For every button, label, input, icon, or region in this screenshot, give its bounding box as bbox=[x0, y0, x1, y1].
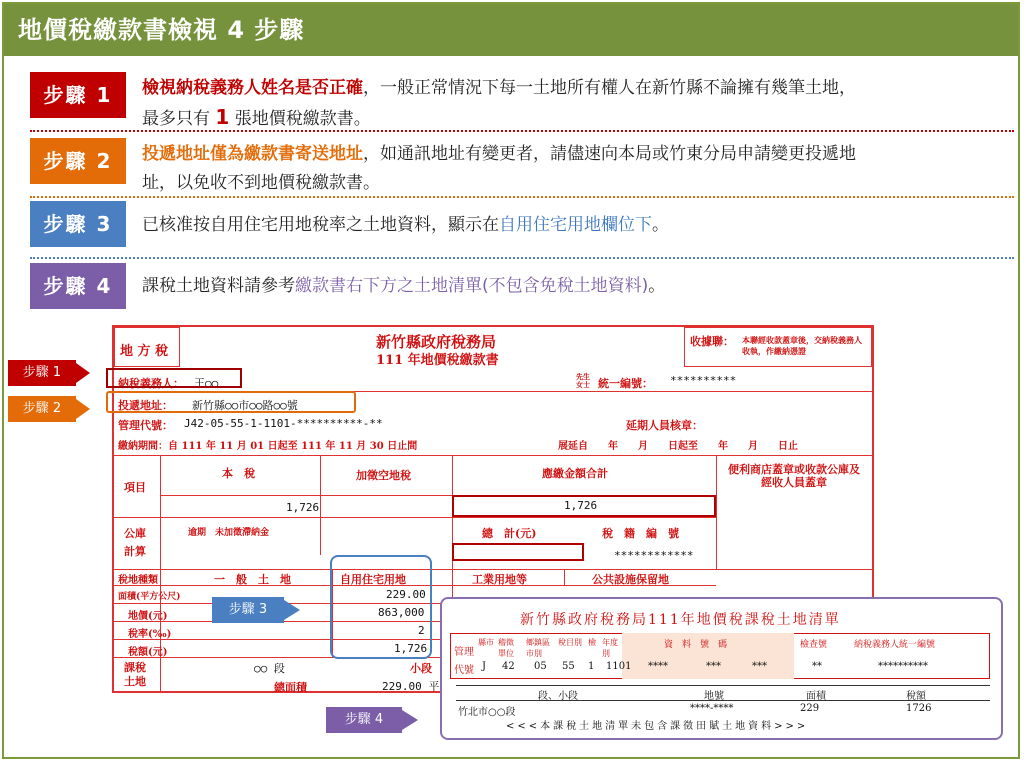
list-d2: *** bbox=[706, 661, 721, 672]
list-h-office: 稽徵單位 bbox=[498, 638, 514, 658]
list-col-area: 面積 bbox=[806, 691, 826, 702]
step-3-arrow-icon bbox=[284, 600, 300, 620]
taxpayer-label: 納稅義務人： bbox=[118, 377, 184, 390]
rate-value: 2 bbox=[418, 624, 425, 637]
mgmt-value: J42-05-55-1-1101-**********-** bbox=[184, 417, 383, 430]
total-area-label: 總面積 bbox=[274, 681, 307, 694]
step-4-highlight: 繳款書右下方之土地清單(不包含免稅土地資料) bbox=[295, 276, 649, 296]
value-value: 863,000 bbox=[378, 606, 425, 619]
section-value: ○○ 段 bbox=[254, 662, 285, 675]
list-footer: <<<本課稅土地清單未包含課徵田賦土地資料>>> bbox=[506, 721, 809, 732]
step-2-highlight: 投遞地址僅為繳款書寄送地址 bbox=[142, 144, 363, 164]
list-id: ********** bbox=[878, 661, 928, 672]
total-highlight-box bbox=[452, 495, 716, 517]
step-1-badge: 步驟 1 bbox=[30, 72, 126, 118]
step-4-text bbox=[142, 272, 1002, 301]
sum-label: 總 計(元) bbox=[482, 527, 537, 540]
step-3-badge: 步驟 3 bbox=[30, 201, 126, 247]
list-town: 05 bbox=[534, 661, 547, 672]
step-1-text-d: 地價稅繳款書。 bbox=[251, 109, 371, 129]
amount-value: 1,726 bbox=[394, 642, 428, 655]
land-tax-label: 地 方 稅 bbox=[120, 344, 169, 359]
honorific: 先生女士 bbox=[576, 372, 590, 389]
separator-3 bbox=[30, 257, 1014, 259]
step-4-text-b: 。 bbox=[648, 276, 666, 296]
step-1-text bbox=[142, 74, 1002, 134]
step-1-text-b: 最多只有 bbox=[142, 109, 216, 129]
step-2-text bbox=[142, 140, 1002, 198]
address-value: 新竹縣○○市○○路○○號 bbox=[192, 399, 298, 412]
list-row-section: 竹北市○○段 bbox=[458, 707, 516, 718]
list-row-tax: 1726 bbox=[906, 703, 932, 714]
step-4-badge: 步驟 4 bbox=[30, 263, 126, 309]
agency-name: 新竹縣政府稅務局 bbox=[376, 333, 497, 351]
extension-label: 延期人員核章： bbox=[626, 419, 703, 432]
amount-label: 稅額(元) bbox=[128, 647, 168, 658]
general-land-label: 一 般 土 地 bbox=[214, 573, 291, 586]
extended-period: 展延自 年 月 日起至 年 月 日止 bbox=[558, 441, 798, 452]
value-label: 地價(元) bbox=[128, 611, 168, 622]
vacant-label: 加徵空地稅 bbox=[356, 469, 411, 482]
rate-label: 稅率(‰) bbox=[128, 629, 172, 640]
treasury-label: 公庫計算 bbox=[124, 527, 146, 558]
list-h-check2: 檢查號 bbox=[800, 640, 828, 650]
list-h-taxpayer-id: 納稅義務人統一編號 bbox=[854, 640, 936, 650]
step-3-text-a: 已核准按自用住宅用地稅率之土地資料，顯示在 bbox=[142, 215, 499, 235]
page-title: 地價稅繳款書檢視 4 步驟 bbox=[4, 4, 1018, 56]
list-check: 1 bbox=[588, 661, 595, 672]
taxpayer-highlight bbox=[106, 368, 242, 388]
list-code-value: J bbox=[482, 661, 487, 672]
mgmt-label: 管理代號： bbox=[118, 419, 173, 432]
list-h-year: 年度別 bbox=[602, 638, 618, 658]
separator-2 bbox=[30, 196, 1014, 198]
land-list bbox=[440, 597, 1003, 740]
list-col-section: 段、小段 bbox=[538, 691, 578, 702]
step-2-text-a: ，如通訊地址有變更者，請儘速向本局或竹東分局申請變更投遞地 bbox=[363, 144, 856, 164]
list-h-check: 檢 bbox=[588, 638, 596, 647]
item-label: 項目 bbox=[124, 481, 146, 494]
list-h-data: 資 料 號 碼 bbox=[664, 640, 728, 650]
list-col-tax: 稅額 bbox=[906, 691, 926, 702]
principal-value: 1,726 bbox=[286, 501, 320, 514]
bill-step-4-label: 步驟 4 bbox=[326, 707, 402, 733]
list-mgmt: 管理 bbox=[454, 647, 474, 658]
address-label: 投遞地址： bbox=[118, 399, 173, 412]
list-h-town: 鄉鎮區市別 bbox=[526, 638, 550, 658]
unified-label: 統一編號： bbox=[598, 377, 653, 390]
area-label: 面積(平方公尺) bbox=[118, 592, 181, 602]
self-use-label: 自用住宅用地 bbox=[340, 573, 406, 586]
bill-step-1-label: 步驟 1 bbox=[8, 360, 76, 386]
payment-period: 繳納期間：自 111 年 11 月 01 日起至 111 年 11 月 30 日止間 bbox=[118, 441, 418, 452]
store-label: 便利商店蓋章或收款公庫及經收人員蓋章 bbox=[728, 463, 860, 489]
step-2-text-b: 址，以免收不到地價稅繳款書。 bbox=[142, 173, 380, 193]
industrial-label: 工業用地等 bbox=[472, 573, 527, 586]
total-area-value: 229.00 平 bbox=[382, 680, 440, 693]
list-row-lot: ****-**** bbox=[690, 703, 734, 714]
unified-number: ********** bbox=[670, 374, 737, 387]
list-h-tax: 稅目別 bbox=[558, 638, 582, 647]
list-d3: *** bbox=[752, 661, 767, 672]
list-col-lot: 地號 bbox=[704, 691, 724, 702]
area-value: 229.00 bbox=[386, 588, 426, 601]
list-office: 42 bbox=[502, 661, 515, 672]
step-1-number: 1 bbox=[215, 105, 230, 129]
step-1-text-a: ，一般正常情況下每一土地所有權人在新竹縣不論擁有幾筆土地， bbox=[363, 78, 856, 98]
bill-step-3-label: 步驟 3 bbox=[212, 597, 284, 623]
list-code: 代號 bbox=[454, 665, 474, 676]
list-row-area: 229 bbox=[800, 703, 820, 714]
step-1-text-c: 張 bbox=[229, 109, 252, 129]
bill-subtitle: 111 年地價稅繳款書 bbox=[376, 353, 499, 368]
list-d1: **** bbox=[648, 661, 668, 672]
step-2-arrow-icon bbox=[76, 399, 90, 419]
step-4-arrow-icon bbox=[402, 710, 418, 730]
list-year: 1101 bbox=[606, 661, 632, 672]
step-2-badge: 步驟 2 bbox=[30, 138, 126, 184]
list-chk: ** bbox=[812, 661, 822, 672]
receipt-label: 收據聯： bbox=[690, 335, 734, 348]
step-1-highlight: 檢視納稅義務人姓名是否正確 bbox=[142, 78, 363, 98]
subsection-label: 小段 bbox=[410, 662, 432, 675]
self-use-highlight bbox=[330, 555, 432, 659]
taxno-label: 稅 籍 編 號 bbox=[602, 527, 679, 540]
sum-box bbox=[452, 543, 584, 561]
list-tax: 55 bbox=[562, 661, 575, 672]
list-h-county: 縣市 bbox=[478, 638, 494, 647]
address-highlight bbox=[106, 391, 356, 413]
step-3-text bbox=[142, 211, 1002, 240]
total-value: 1,726 bbox=[564, 499, 598, 512]
bill-step-2-label: 步驟 2 bbox=[8, 396, 76, 422]
taxed-land-label: 課稅土地 bbox=[124, 661, 146, 688]
taxpayer-name: 王○○ bbox=[194, 377, 219, 390]
taxno-value: ************ bbox=[614, 549, 694, 562]
public-label: 公共設施保留地 bbox=[592, 573, 669, 586]
step-4-text-a: 課稅土地資料請參考 bbox=[142, 276, 295, 296]
treasury-note: 逾期 未加徵滯納金 bbox=[188, 528, 270, 538]
receipt-note: 本聯經收款蓋章後，交納稅義務人收執，作繳納憑證 bbox=[742, 335, 862, 356]
step-3-text-b: 。 bbox=[652, 215, 669, 235]
land-type-label: 稅地種類 bbox=[118, 575, 158, 586]
principal-label: 本 稅 bbox=[222, 467, 255, 480]
total-due-label: 應繳金額合計 bbox=[542, 467, 608, 480]
step-1-arrow-icon bbox=[76, 363, 90, 383]
separator-1 bbox=[30, 130, 1014, 132]
step-3-highlight: 自用住宅用地欄位下 bbox=[499, 215, 652, 235]
list-title: 新竹縣政府稅務局111年地價稅課稅土地清單 bbox=[520, 612, 841, 628]
